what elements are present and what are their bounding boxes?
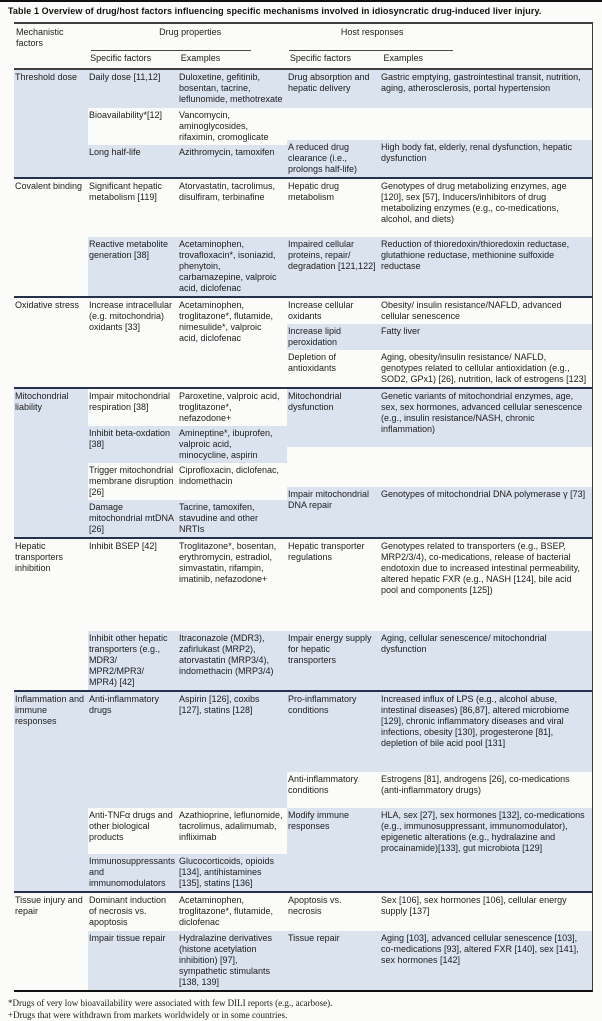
drug-factor: Trigger mitochondrial membrane disruption [26] [89, 465, 174, 497]
header-drug-specific-factors: Specific factors [90, 53, 152, 63]
mechanism-label: Hepatic transporters inhibition [15, 541, 64, 573]
drug-factor: Significant hepatic metabolism [119] [89, 181, 163, 202]
drug-examples: Acetaminophen, trovafloxacin*, isoniazid, phenytoin, carbamazepine, valproic acid, diclofenac [179, 239, 277, 293]
host-row [287, 324, 592, 350]
host-factor: Depletion of antioxidants [288, 352, 337, 373]
header-mechanistic-factors: Mechanistic factors [16, 27, 64, 48]
host-examples: Obesity/ insulin resistance/NAFLD, advanced cellular senescence [381, 300, 562, 321]
header-drug-examples: Examples [180, 53, 221, 63]
drug-examples: Amineptine*, ibuprofen, valproic acid, minocycline, aspirin [179, 428, 273, 460]
drug-examples: Vancomycin, aminoglycosides, rifaximin, cromoglicate [179, 110, 269, 142]
host-examples: Fatty liver [381, 326, 421, 336]
drug-row [88, 298, 287, 387]
header-group-host-responses: Host responses [289, 24, 592, 51]
block-hepatic-transporters-inhibition [14, 537, 592, 690]
host-factor: Impair energy supply for hepatic transporters [288, 633, 372, 665]
drug-row [88, 426, 287, 463]
drug-examples: Duloxetine, gefitinib, bosentan, tacrine, leflunomide, methotrexate [179, 72, 283, 104]
block-inflammation-immune-responses [14, 690, 592, 891]
host-row-spacer [287, 108, 592, 140]
host-examples: HLA, sex [27], sex hormones [132], co-medications (e.g., immunosuppressant, immunomodulator), epigenetic alterations (e.g., hydralazine and procainamide)[133], gut microbiota [129] [381, 810, 585, 853]
host-factor: Mitochondrial dysfunction [288, 391, 342, 412]
header-host-examples: Examples [383, 53, 424, 63]
drug-row [88, 931, 287, 990]
mechanism-label: Inflammation and immune responses [14, 692, 88, 891]
host-factor: Hepatic transporter regulations [288, 541, 365, 562]
host-row-spacer [287, 447, 592, 487]
drug-factor: Inhibit other hepatic transporters (e.g., MDR3/ MPR2/MPR3/ MPR4) [42] [89, 633, 168, 687]
host-row [287, 539, 592, 631]
drug-examples: Acetaminophen, troglitazone*, flutamide, diclofenac [179, 895, 274, 927]
drug-factor: Long half-life [89, 147, 141, 157]
drug-examples: Azathioprine, leflunomide, tacrolimus, adalimumab, infliximab [179, 810, 283, 842]
footnote-withdrawn-drugs: +Drugs that were withdrawn from markets worldwidely or in some countries. [8, 1010, 288, 1020]
drug-row [88, 108, 287, 145]
host-row [287, 931, 592, 990]
host-factor: Apoptosis vs. necrosis [288, 895, 342, 916]
host-examples: Reduction of thioredoxin/thioredoxin reductase, glutathione reductase, methionine sulfoxide reductase [381, 239, 570, 271]
drug-factor: Damage mitochondrial mtDNA [26] [89, 502, 174, 534]
host-factor: Increase cellular oxidants [288, 300, 354, 321]
drug-factor: Impair tissue repair [89, 933, 166, 943]
host-factor: Tissue repair [288, 933, 340, 943]
block-mitochondrial-liability [14, 387, 592, 537]
drug-examples: Hydralazine derivatives (histone acetylation inhibition) [97], sympathetic stimulants [138, 139] [179, 933, 273, 987]
drug-factor: Daily dose [11,12] [89, 72, 161, 82]
table-footnotes [8, 997, 602, 1021]
drug-row [88, 539, 287, 631]
drug-row [88, 893, 287, 931]
host-factor: Pro-inflammatory conditions [288, 694, 357, 715]
table-header [14, 22, 592, 70]
host-factor: Modify immune responses [288, 810, 350, 831]
mechanism-label: Threshold dose [14, 70, 88, 177]
drug-factor: Inhibit BSEP [42] [89, 541, 157, 551]
footnote-bioavailability: *Drugs of very low bioavailability were associated with few DILI reports (e.g., acarbose). [8, 998, 333, 1008]
host-row [287, 893, 592, 931]
host-examples: High body fat, elderly, renal dysfunction, hepatic dysfunction [381, 142, 572, 163]
drug-row [88, 463, 287, 500]
host-examples: Genotypes of drug metabolizing enzymes, age [120], sex [57], Inducers/inhibitors of drug metabolizing enzymes (e.g., co-medications, alcohol, and diets) [381, 181, 567, 224]
drug-factor: Dominant induction of necrosis vs. apoptosis [89, 895, 167, 927]
host-row [287, 237, 592, 296]
block-threshold-dose [14, 70, 592, 177]
host-examples: Genotypes related to transporters (e.g., BSEP, MRP2/3/4), co-medications, release of bacterial endotoxin due to increased intestinal permeability, altered hepatic FXR (e.g., NASH [124], bile acid pool and components [125]) [381, 541, 580, 595]
drug-examples: Tacrine, tamoxifen, stavudine and other NRTIs [179, 502, 259, 534]
drug-examples: Itraconazole (MDR3), zafirlukast (MRP2), atorvastatin (MRP3/4), indomethacin (MRP3/4) [179, 633, 274, 676]
drug-host-factors-table [14, 22, 593, 992]
mechanism-label: Covalent binding [15, 181, 83, 191]
header-group-drug-properties: Drug properties [91, 24, 288, 51]
header-subrow [14, 51, 592, 70]
host-row [287, 298, 592, 324]
host-examples: Estrogens [81], androgens [26], co-medications (anti-inflammatory drugs) [381, 774, 570, 795]
host-row [287, 487, 592, 537]
drug-row [88, 692, 287, 808]
drug-factor: Bioavailability*[12] [89, 110, 163, 120]
host-factor: Anti-inflammatory conditions [288, 774, 359, 795]
drug-group-underline [91, 50, 251, 51]
drug-row [88, 145, 287, 177]
mechanism-label: Tissue injury and repair [15, 895, 83, 916]
drug-factor: Reactive metabolite generation [38] [89, 239, 169, 260]
drug-row [88, 389, 287, 426]
host-factor: Impair mitochondrial DNA repair [288, 489, 370, 510]
host-row [287, 140, 592, 177]
drug-row [88, 70, 287, 108]
drug-factor: Anti-inflammatory drugs [89, 694, 160, 715]
host-row [287, 631, 592, 690]
table-title: Table 1 Overview of drug/host factors influencing specific mechanisms involved in idiosyncratic drug-induced liver injury. [0, 0, 602, 22]
drug-examples: Aspirin [126], coxibs [127], statins [128] [179, 694, 260, 715]
drug-examples: Paroxetine, valproic acid, troglitazone*, nefazodone+ [179, 391, 280, 423]
drug-examples: Acetaminophen, troglitazone*, flutamide, nimesulide*, valproic acid, diclofenac [179, 300, 274, 343]
host-examples: Increased influx of LPS (e.g., alcohol abuse, intestinal diseases) [86,87], altered microbiome [129], chronic inflammatory diseases and viral infections, obesity [130], progesterone [81], depletion of bile acid pool [131] [381, 694, 570, 748]
host-row [287, 179, 592, 237]
header-host-specific-factors: Specific factors [289, 53, 351, 63]
drug-factor: Increase intracellular (e.g. mitochondria) oxidants [33] [89, 300, 173, 332]
host-factor: Hepatic drug metabolism [288, 181, 340, 202]
host-examples: Aging [103], advanced cellular senescence [103], co-medications [93], altered FXR [140], sex [141], sex hormones [142] [381, 933, 579, 965]
drug-factor: Anti-TNFα drugs and other biological products [89, 810, 173, 842]
drug-row [88, 237, 287, 296]
host-group-underline [289, 50, 453, 51]
host-row [287, 389, 592, 447]
drug-factor: Inhibit beta-oxdation [38] [89, 428, 171, 449]
host-row [287, 692, 592, 772]
mechanism-label: Mitochondrial liability [14, 389, 88, 537]
drug-row [88, 808, 287, 854]
drug-row [88, 631, 287, 690]
block-oxidative-stress [14, 296, 592, 387]
drug-examples: Troglitazone*, bosentan, erythromycin, estradiol, simvastatin, rifampin, imatinib, nefazodone+ [179, 541, 277, 584]
host-examples: Genotypes of mitochondrial DNA polymerase γ [73] [381, 489, 586, 499]
block-covalent-binding [14, 177, 592, 296]
drug-row [88, 179, 287, 237]
drug-factor: Impair mitochondrial respiration [38] [89, 391, 171, 412]
drug-examples: Azithromycin, tamoxifen [179, 147, 275, 157]
host-factor: Drug absorption and hepatic delivery [288, 72, 370, 93]
drug-examples: Atorvastatin, tacrolimus, disulfiram, terbinafine [179, 181, 276, 202]
host-row [287, 772, 592, 808]
drug-factor: Immunosuppressants and immunomodulators [89, 856, 176, 888]
host-examples: Aging, cellular senescence/ mitochondrial dysfunction [381, 633, 547, 654]
drug-row [88, 500, 287, 537]
host-row [287, 350, 592, 387]
drug-examples: Ciprofloxacin, diclofenac, indomethacin [179, 465, 280, 486]
mechanism-label: Oxidative stress [15, 300, 80, 310]
host-examples: Sex [106], sex hormones [106], cellular energy supply [137] [381, 895, 567, 916]
host-factor: Impaired cellular proteins, repair/ degradation [121,122] [288, 239, 376, 271]
host-examples: Aging, obesity/insulin resistance/ NAFLD, genotypes related to cellular antioxidation (e.g., SOD2, GPx1) [26], nutrition, lack of estrogens [123] [381, 352, 587, 384]
block-tissue-injury-repair [14, 891, 592, 990]
host-factor: A reduced drug clearance (i.e., prolongs half-life) [288, 142, 358, 174]
host-row [287, 808, 592, 891]
drug-row [88, 854, 287, 891]
drug-examples: Glucocorticoids, opioids [134], antihistamines [135], statins [136] [179, 856, 275, 888]
host-examples: Genetic variants of mitochondrial enzymes, age, sex, sex hormones, advanced cellular senescence (e.g., insulin resistance/NASH, chronic inflammation) [381, 391, 583, 434]
host-factor: Increase lipid peroxidation [288, 326, 342, 347]
host-row [287, 70, 592, 108]
host-examples: Gastric emptying, gastrointestinal transit, nutrition, aging, atherosclerosis, portal hypertension [381, 72, 581, 93]
